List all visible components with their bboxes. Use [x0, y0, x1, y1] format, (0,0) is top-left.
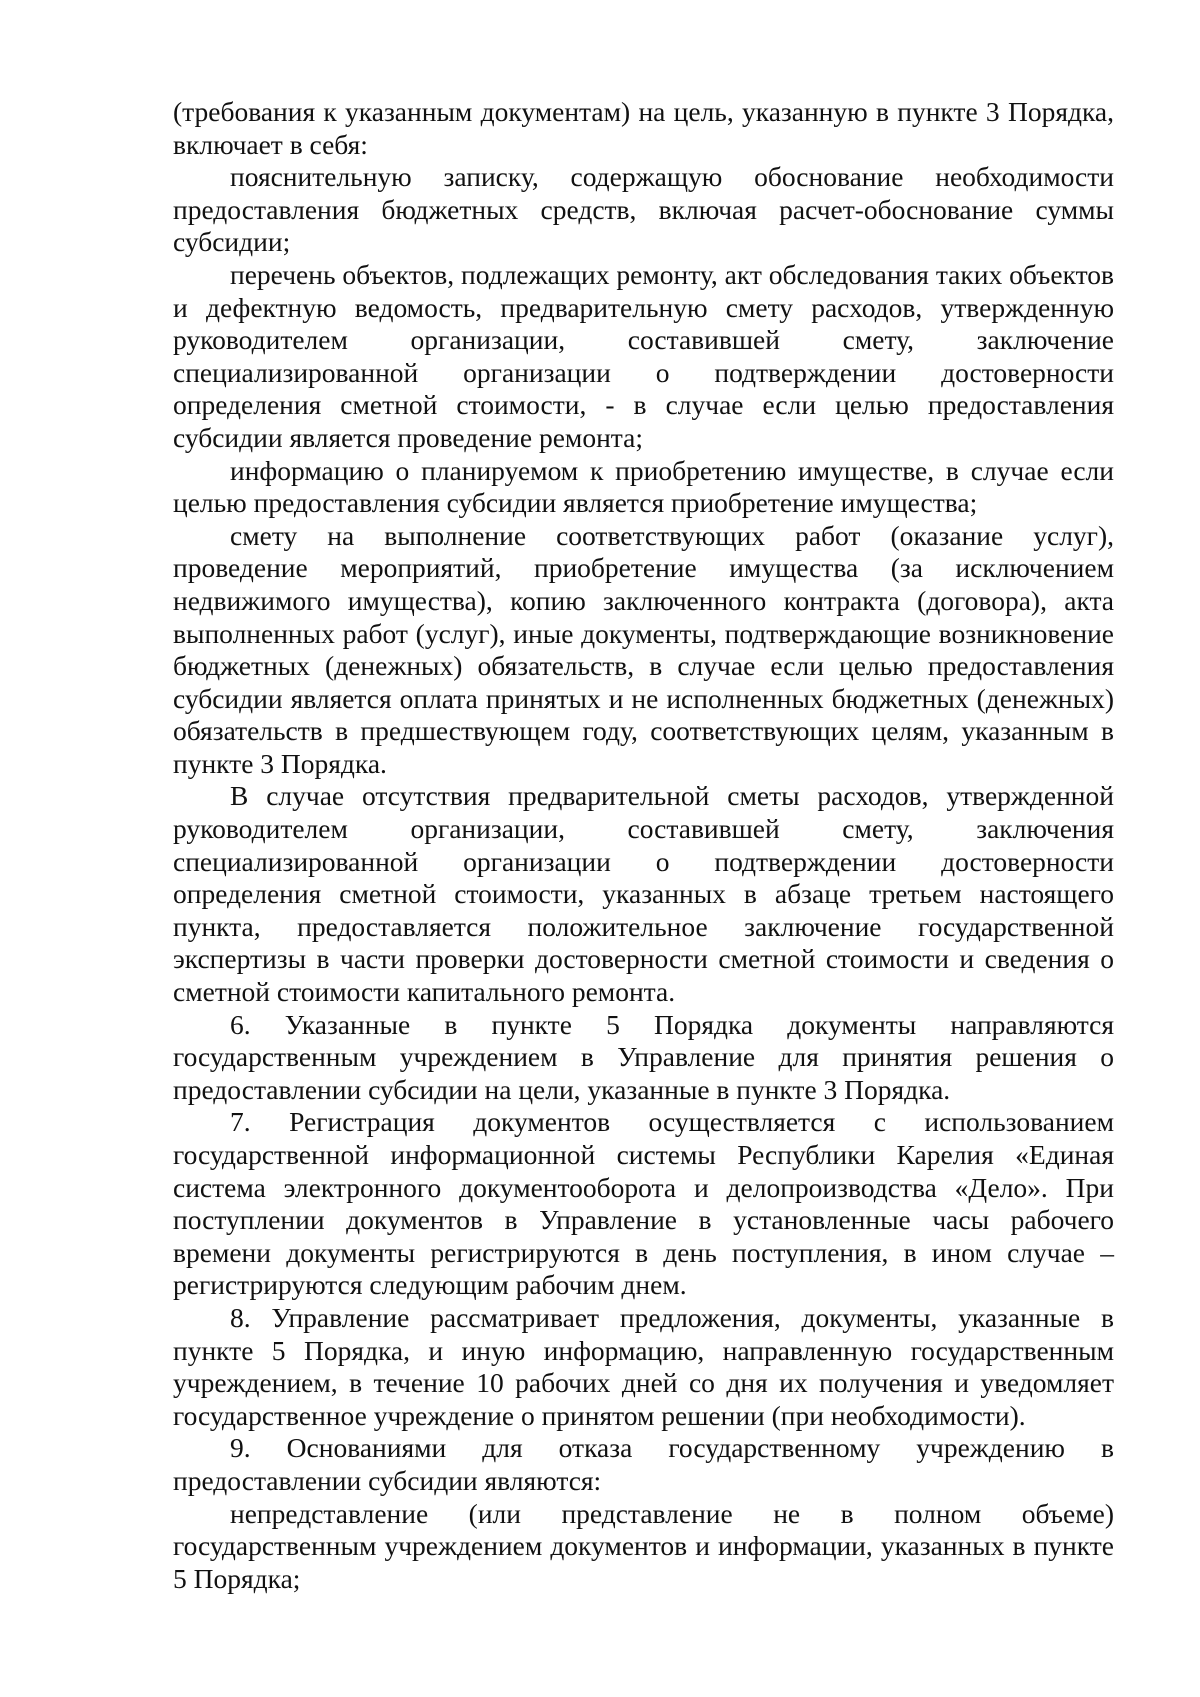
- paragraph-intro: (требования к указанным документам) на цель, указанную в пункте 3 Порядка, включает в себя:: [173, 96, 1114, 160]
- paragraph-repair-objects-list: перечень объектов, подлежащих ремонту, акт обследования таких объектов и дефектную ведомость, предварительную смету расходов, утвержденную руководителем организации, составившей смету, заключение специализированной организации о подтверждении достоверности определения сметной стоимости, - в случае если целью предоставления субсидии является проведение ремонта;: [173, 258, 1114, 453]
- paragraph-property-info: информацию о планируемом к приобретению имуществе, в случае если целью предоставления субсидии является приобретение имущества;: [173, 454, 1114, 519]
- paragraph-work-estimate: смету на выполнение соответствующих работ (оказание услуг), проведение мероприятий, приобретение имущества (за исключением недвижимого имущества), копию заключенного контракта (договора), акта выполненных работ (услуг), иные документы, подтверждающие возникновение бюджетных (денежных) обязательств, в случае если целью предоставления субсидии является оплата принятых и не исполненных бюджетных (денежных) обязательств в предшествующем году, соответствующих целям, указанным в пункте 3 Порядка.: [173, 519, 1114, 779]
- paragraph-explanatory-note: пояснительную записку, содержащую обоснование необходимости предоставления бюджетных средств, включая расчет-обоснование суммы субсидии;: [173, 161, 1114, 258]
- paragraph-non-submission: непредставление (или представление не в полном объеме) государственным учреждением документов и информации, указанных в пункте 5 Порядка;: [173, 1497, 1114, 1594]
- paragraph-no-estimate-case: В случае отсутствия предварительной сметы расходов, утвержденной руководителем организации, составившей смету, заключения специализированной организации о подтверждении достоверности определения сметной стоимости, указанных в абзаце третьем настоящего пункта, предоставляется положительное заключение государственной экспертизы в части проверки достоверности сметной стоимости и сведения о сметной стоимости капитального ремонта.: [173, 780, 1114, 1008]
- document-page: [173, 96, 1114, 1595]
- clause-6: 6. Указанные в пункте 5 Порядка документы направляются государственным учреждением в Управление для принятия решения о предоставлении субсидии на цели, указанные в пункте 3 Порядка.: [173, 1008, 1114, 1105]
- clause-9: 9. Основаниями для отказа государственному учреждению в предоставлении субсидии являются:: [173, 1432, 1114, 1496]
- clause-7: 7. Регистрация документов осуществляется с использованием государственной информационной системы Республики Карелия «Единая система электронного документооборота и делопроизводства «Дело». При поступлении документов в Управление в установленные часы рабочего времени документы регистрируются в день поступления, в ином случае – регистрируются следующим рабочим днем.: [173, 1106, 1114, 1301]
- clause-8: 8. Управление рассматривает предложения, документы, указанные в пункте 5 Порядка, и иную информацию, направленную государственным учреждением, в течение 10 рабочих дней со дня их получения и уведомляет государственное учреждение о принятом решении (при необходимости).: [173, 1301, 1114, 1431]
